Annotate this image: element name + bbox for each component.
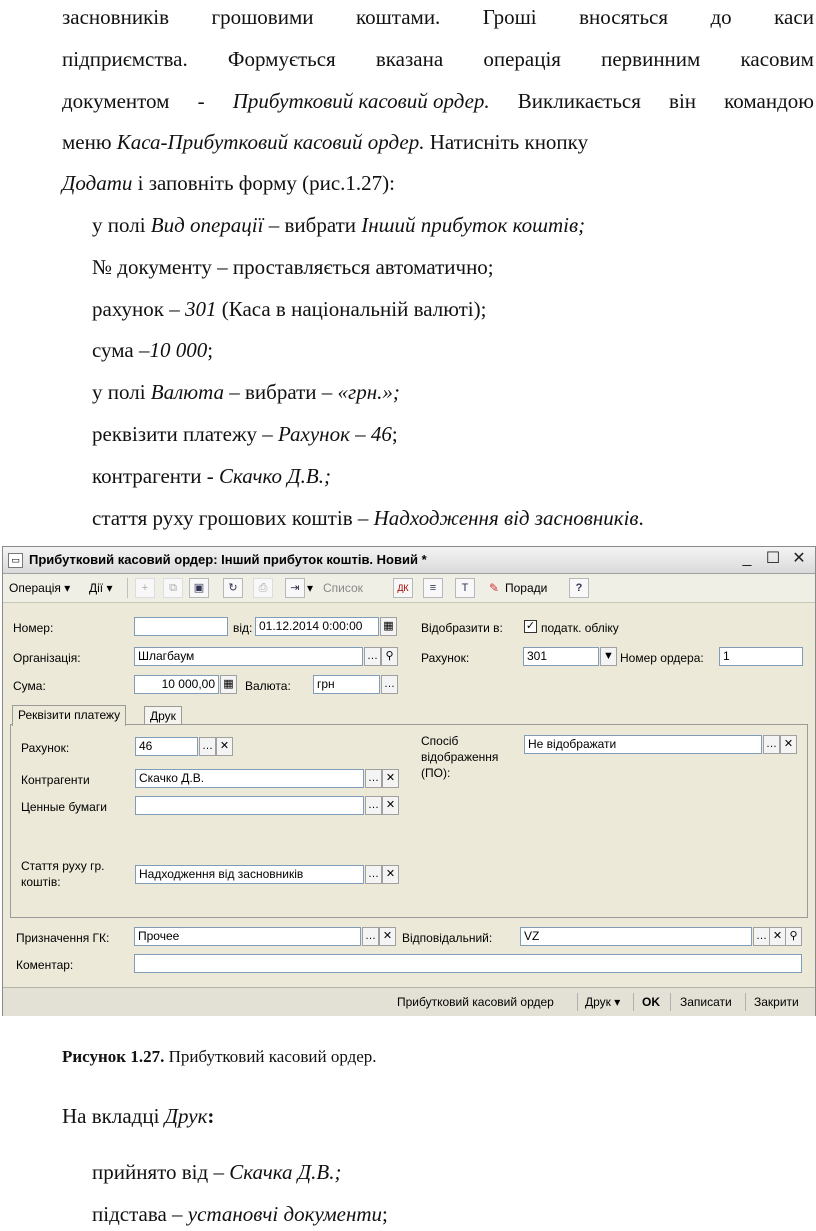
based-on-icon[interactable]: ⇥	[285, 578, 305, 598]
cash-receipt-window	[2, 546, 816, 1016]
close-button[interactable]: Закрити	[754, 995, 799, 1009]
copy-icon[interactable]: ⧉	[163, 578, 183, 598]
tab-print[interactable]: Друк	[144, 706, 182, 726]
word: командою	[724, 89, 814, 113]
comment-field[interactable]	[134, 954, 802, 973]
contractor-field[interactable]: Скачко Д.В.	[135, 769, 364, 788]
tab-panel	[10, 724, 808, 918]
calculator-icon[interactable]: ▦	[220, 675, 237, 694]
operation-menu-button[interactable]: Операція ▾	[9, 581, 71, 595]
contractor-label: Контрагенти	[21, 773, 90, 787]
help-icon[interactable]: ?	[569, 578, 589, 598]
word: коштами.	[355, 5, 441, 29]
list-item-operation: у полі Вид операції – вибрати Інший прибуток коштів;	[92, 213, 586, 237]
select-button[interactable]: …	[381, 675, 398, 694]
figure-caption: Рисунок 1.27. Прибутковий касовий ордер.	[62, 1047, 377, 1066]
clear-icon[interactable]: ✕	[382, 865, 399, 884]
list-item-account: рахунок – 301 (Каса в національній валюті);	[92, 297, 487, 321]
refresh-icon[interactable]: ↻	[223, 578, 243, 598]
select-button[interactable]: …	[365, 796, 382, 815]
word: вказана	[375, 47, 444, 71]
ok-button[interactable]: OK	[642, 995, 660, 1009]
purpose-label: Призначення ГК:	[16, 931, 110, 945]
word: Викликається	[517, 89, 641, 113]
cashflow-field[interactable]: Надходження від засновників	[135, 865, 364, 884]
maximize-icon[interactable]: ☐	[765, 550, 781, 567]
save-doc-icon[interactable]: ▣	[189, 578, 209, 598]
currency-label: Валюта:	[245, 679, 291, 693]
word-italic: Прибутковий касовий ордер.	[232, 89, 490, 113]
payment-account-label: Рахунок:	[21, 741, 70, 755]
word: до	[710, 5, 732, 29]
word: грошовими	[211, 5, 314, 29]
sum-field[interactable]: 10 000,00	[134, 675, 219, 694]
word: підприємства.	[62, 47, 188, 71]
word: документом	[62, 89, 170, 113]
save-button[interactable]: Записати	[680, 995, 732, 1009]
securities-field[interactable]	[135, 796, 364, 815]
window-titlebar	[3, 547, 815, 574]
select-button[interactable]: …	[365, 769, 382, 788]
account-field[interactable]: 301	[523, 647, 599, 666]
paragraph-line-3	[62, 87, 814, 115]
chevron-down-icon[interactable]: ▾	[307, 581, 314, 595]
number-field[interactable]	[134, 617, 228, 636]
organization-field[interactable]: Шлагбаум	[134, 647, 363, 666]
list-item-basis: підстава – установчі документи;	[92, 1202, 388, 1226]
actions-menu-button[interactable]: Дії ▾	[89, 581, 113, 595]
list-button[interactable]: Список	[323, 581, 363, 595]
toolbar	[3, 574, 815, 603]
securities-label: Ценные бумаги	[21, 800, 107, 814]
word: -	[197, 89, 205, 113]
responsible-field[interactable]: VZ	[520, 927, 752, 946]
word: він	[669, 89, 697, 113]
window-menu-icon[interactable]: ▭	[8, 553, 23, 568]
search-icon[interactable]: ⚲	[381, 647, 398, 666]
text-format-icon[interactable]: T	[455, 578, 475, 598]
list-item-doc-number: № документу – проставляється автоматично;	[92, 255, 494, 279]
calendar-icon[interactable]: ▦	[380, 617, 397, 636]
clear-icon[interactable]: ✕	[382, 769, 399, 788]
chevron-down-icon[interactable]: ▼	[600, 647, 617, 666]
list-item-payment-details: реквізити платежу – Рахунок – 46;	[92, 422, 398, 446]
organization-label: Організація:	[13, 651, 81, 665]
tax-accounting-checkbox[interactable]: ✓	[525, 620, 536, 632]
word: вносяться	[579, 5, 669, 29]
paragraph-line-4: меню Каса-Прибутковий касовий ордер. Натисніть кнопку	[62, 130, 589, 154]
comment-label: Коментар:	[16, 958, 74, 972]
list-item-cashflow: стаття руху грошових коштів – Надходження від засновників.	[92, 506, 644, 530]
order-number-field[interactable]: 1	[719, 647, 803, 666]
paragraph-line-2	[62, 45, 814, 73]
display-method-field[interactable]: Не відображати	[524, 735, 762, 754]
number-label: Номер:	[13, 621, 54, 635]
order-number-label: Номер ордера:	[620, 651, 704, 665]
date-field[interactable]: 01.12.2014 0:00:00	[255, 617, 379, 636]
list-item-contractors: контрагенти - Скачко Д.В.;	[92, 464, 331, 488]
select-button[interactable]: …	[753, 927, 770, 946]
dt-kt-icon[interactable]: ДК	[393, 578, 413, 598]
print-tab-intro: На вкладці Друк:	[62, 1104, 215, 1128]
reflect-in-label: Відобразити в:	[421, 621, 503, 635]
word: Гроші	[482, 5, 537, 29]
account-label: Рахунок:	[421, 651, 470, 665]
sum-label: Сума:	[13, 679, 46, 693]
tips-icon[interactable]: ✎	[489, 581, 500, 595]
word: операція	[483, 47, 561, 71]
select-button[interactable]: …	[763, 735, 780, 754]
paragraph-line-5: Додати і заповніть форму (рис.1.27):	[62, 171, 395, 195]
paragraph-line-1	[62, 3, 814, 31]
word: первинним	[601, 47, 701, 71]
window-title: Прибутковий касовий ордер: Інший прибуток коштів. Новий *	[29, 552, 427, 567]
post-icon[interactable]: ⎙	[253, 578, 273, 598]
payment-account-field[interactable]: 46	[135, 737, 198, 756]
clear-icon[interactable]: ✕	[769, 927, 786, 946]
purpose-field[interactable]: Прочее	[134, 927, 361, 946]
list-item-currency: у полі Валюта – вибрати – «грн.»;	[92, 380, 400, 404]
tab-payment-details[interactable]: Реквізити платежу	[12, 705, 126, 726]
clear-icon[interactable]: ✕	[379, 927, 396, 946]
bottom-bar	[3, 987, 815, 1016]
select-button[interactable]: …	[365, 865, 382, 884]
select-button[interactable]: …	[362, 927, 379, 946]
tax-accounting-label: податк. обліку	[541, 621, 619, 635]
select-button[interactable]: …	[364, 647, 381, 666]
cashflow-label: Стаття руху гр. коштів:	[21, 859, 105, 889]
date-label: від:	[233, 621, 253, 635]
word: засновників	[62, 5, 170, 29]
list-item-sum: сума –10 000;	[92, 338, 214, 362]
clear-icon[interactable]: ✕	[780, 735, 797, 754]
display-method-label: Спосіб відображення (ПО):	[421, 734, 499, 780]
clear-icon[interactable]: ✕	[216, 737, 233, 756]
list-item-received-from: прийнято від – Скачка Д.В.;	[92, 1160, 342, 1184]
word: каси	[774, 5, 814, 29]
add-icon[interactable]: +	[135, 578, 155, 598]
select-button[interactable]: …	[199, 737, 216, 756]
word: Формується	[227, 47, 336, 71]
minimize-icon[interactable]: _	[742, 550, 752, 567]
report-icon[interactable]: ≡	[423, 578, 443, 598]
print-order-button[interactable]: Прибутковий касовий ордер	[397, 995, 554, 1009]
clear-icon[interactable]: ✕	[382, 796, 399, 815]
responsible-label: Відповідальний:	[402, 931, 493, 945]
search-icon[interactable]: ⚲	[785, 927, 802, 946]
word: касовим	[740, 47, 814, 71]
tips-button[interactable]: Поради	[505, 581, 548, 595]
print-menu-button[interactable]: Друк ▾	[585, 995, 621, 1009]
currency-field[interactable]: грн	[313, 675, 380, 694]
close-icon[interactable]: ✕	[792, 550, 806, 567]
